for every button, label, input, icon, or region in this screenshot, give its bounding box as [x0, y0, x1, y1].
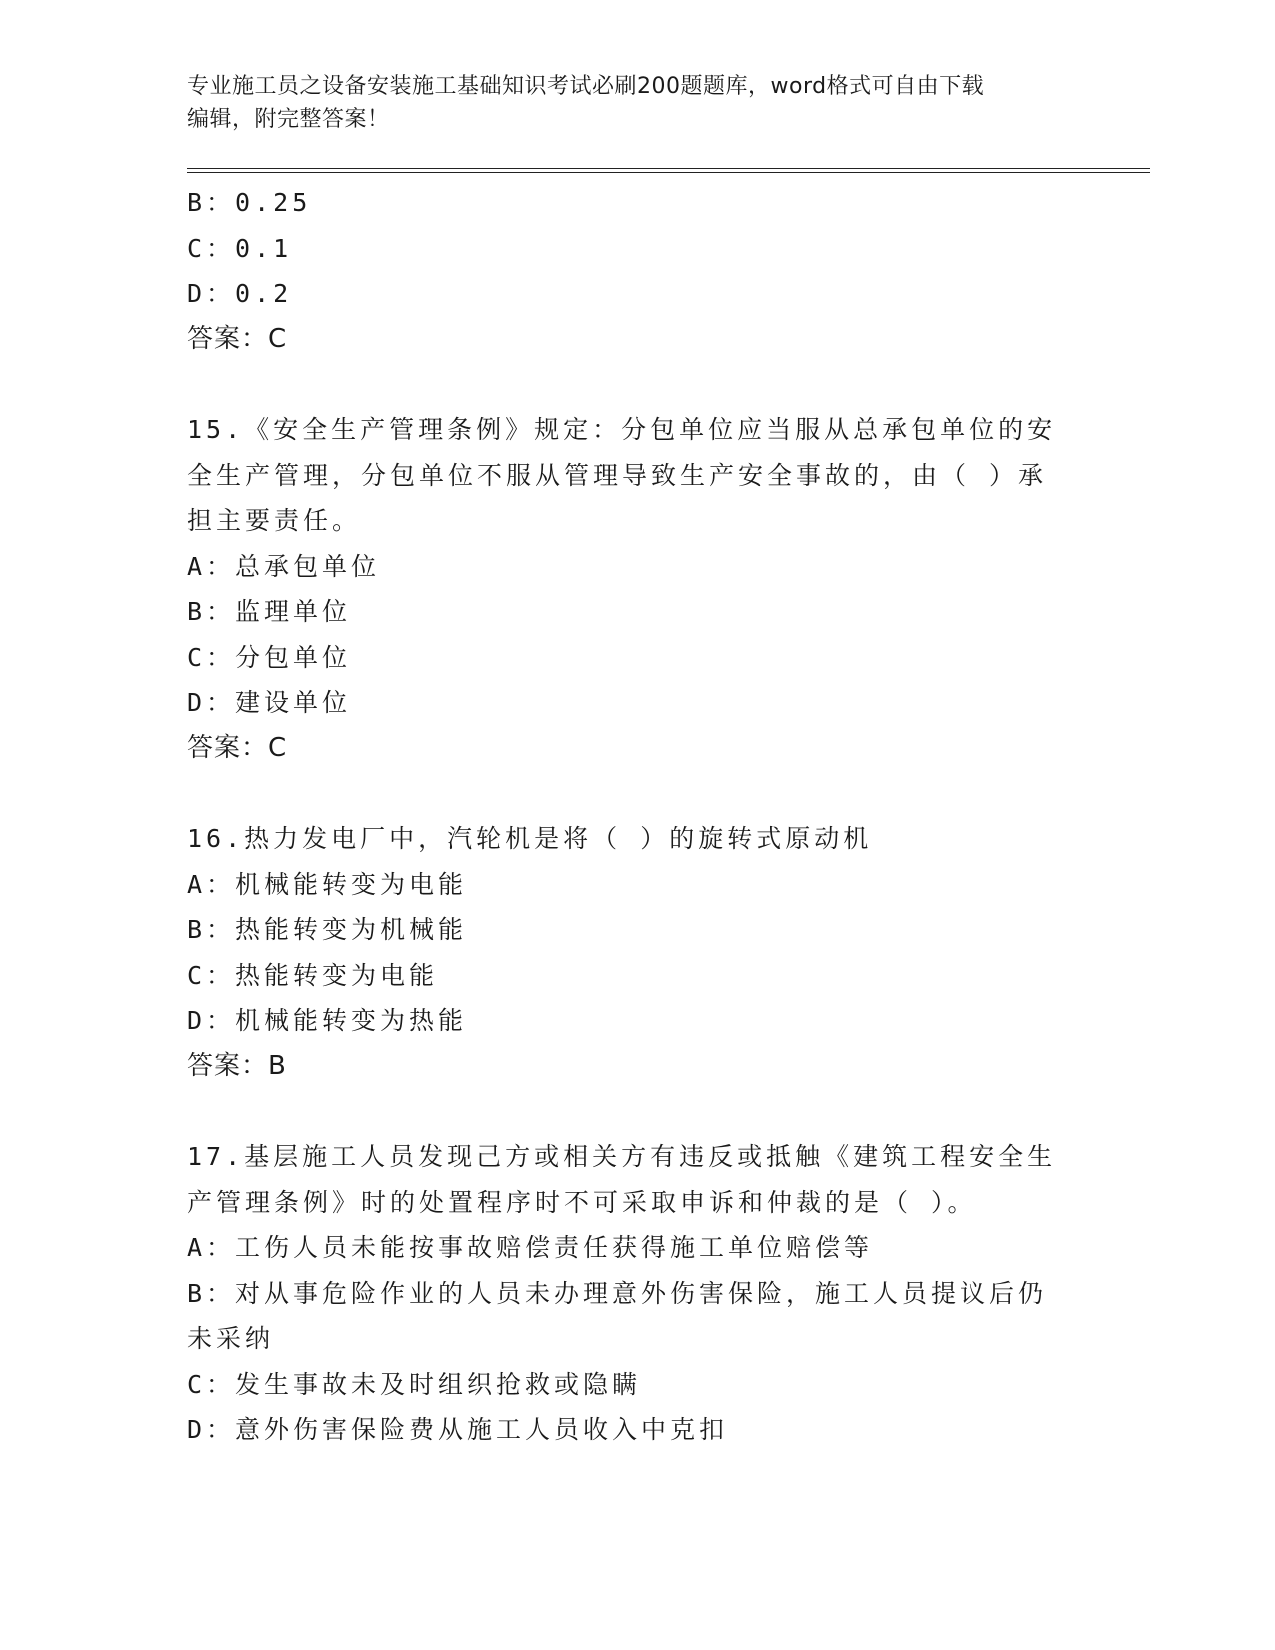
- document-header: [187, 70, 1067, 136]
- question-16: [187, 816, 1067, 1089]
- header-divider: [187, 168, 1150, 173]
- question-text: 17.基层施工人员发现己方或相关方有违反或抵触《建筑工程安全生产管理条例》时的处置程序时不可采取申诉和仲裁的是（ ）。: [187, 1142, 1057, 1217]
- option-c: C：热能转变为电能: [187, 960, 439, 990]
- option-c: C：分包单位: [187, 642, 352, 672]
- question-17: [187, 1134, 1067, 1453]
- option-b: B：0.25: [187, 188, 312, 217]
- answer-label: 答案：C: [187, 732, 288, 763]
- header-line-1: 专业施工员之设备安装施工基础知识考试必刷200题题库，word格式可自由下载: [187, 74, 985, 99]
- option-a: A：总承包单位: [187, 551, 381, 581]
- option-b: B：对从事危险作业的人员未办理意外伤害保险，施工人员提议后仍未采纳: [187, 1278, 1048, 1353]
- question-15: [187, 407, 1067, 771]
- option-d: D：机械能转变为热能: [187, 1006, 468, 1035]
- option-d: D：意外伤害保险费从施工人员收入中克扣: [187, 1415, 729, 1444]
- question-text: 15.《安全生产管理条例》规定：分包单位应当服从总承包单位的安全生产管理，分包单位不服从管理导致生产安全事故的，由（ ）承担主要责任。: [187, 415, 1057, 535]
- option-d: D：0.2: [187, 279, 293, 308]
- answer-label: 答案：B: [187, 1050, 287, 1081]
- option-a: A：机械能转变为电能: [187, 869, 468, 899]
- answer-label: 答案：C: [187, 323, 288, 354]
- question-list: [187, 180, 1067, 1453]
- option-d: D：建设单位: [187, 688, 352, 717]
- option-b: B：热能转变为机械能: [187, 915, 468, 944]
- header-line-2: 编辑，附完整答案！: [187, 107, 390, 132]
- option-a: A：工伤人员未能按事故赔偿责任获得施工单位赔偿等: [187, 1233, 874, 1262]
- option-b: B：监理单位: [187, 597, 352, 626]
- question-14-tail: [187, 180, 1067, 362]
- option-c: C：发生事故未及时组织抢救或隐瞒: [187, 1369, 642, 1399]
- option-c: C：0.1: [187, 233, 293, 263]
- question-text: 16.热力发电厂中，汽轮机是将（ ）的旋转式原动机: [187, 824, 873, 853]
- document-page: [187, 70, 1150, 1453]
